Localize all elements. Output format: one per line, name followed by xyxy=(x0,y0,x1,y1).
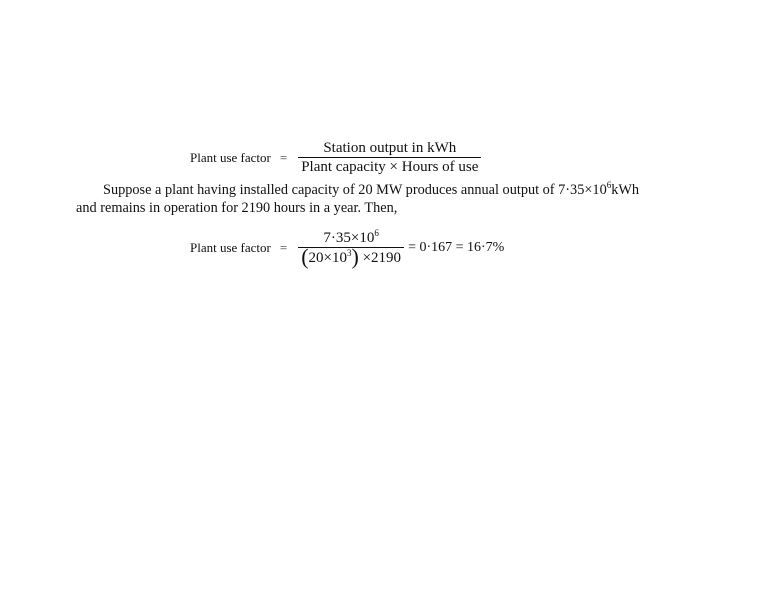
formula2-fraction xyxy=(298,229,404,267)
formula1-den-b: Hours of use xyxy=(401,159,479,175)
formula2-open-paren: ( xyxy=(301,244,309,269)
paragraph-line-1 xyxy=(103,181,639,199)
formula2-den-inner: 20×10 xyxy=(308,250,348,266)
formula2-num-exponent: 6 xyxy=(374,228,379,238)
formula2-close-paren: ) xyxy=(351,244,359,269)
formula1-denominator xyxy=(298,158,481,176)
paragraph-line-1-unit: kWh xyxy=(611,182,640,198)
paragraph-line-1-text: Suppose a plant having installed capacity of 20 MW produces annual output of 7·35×10 xyxy=(103,182,607,198)
paragraph-line-2-text: and remains in operation for 2190 hours in a year. Then, xyxy=(76,200,398,216)
formula2-num-base: 7·35×10 xyxy=(323,230,375,246)
formula1-numerator: Station output in kWh xyxy=(323,140,457,156)
formula1-lhs: Plant use factor xyxy=(190,149,271,165)
formula1-equals: = xyxy=(279,149,288,165)
formula2-equals: = xyxy=(279,240,288,255)
formula-plant-use-factor-definition xyxy=(190,139,481,176)
formula2-den-exponent: 3 xyxy=(347,248,352,258)
formula1-fraction xyxy=(298,139,481,176)
formula2-lhs: Plant use factor xyxy=(190,240,271,255)
formula2-den-rest: ×2190 xyxy=(358,250,402,266)
formula-plant-use-factor-calculation xyxy=(190,229,504,267)
paragraph-line-2 xyxy=(76,199,397,217)
formula2-result: = 0·167 = 16·7% xyxy=(408,240,505,255)
formula2-denominator xyxy=(298,244,404,269)
formula1-den-a: Plant capacity xyxy=(301,159,386,175)
formula1-times: × xyxy=(389,159,398,175)
paragraph-line-1-exponent: 6 xyxy=(606,180,612,190)
